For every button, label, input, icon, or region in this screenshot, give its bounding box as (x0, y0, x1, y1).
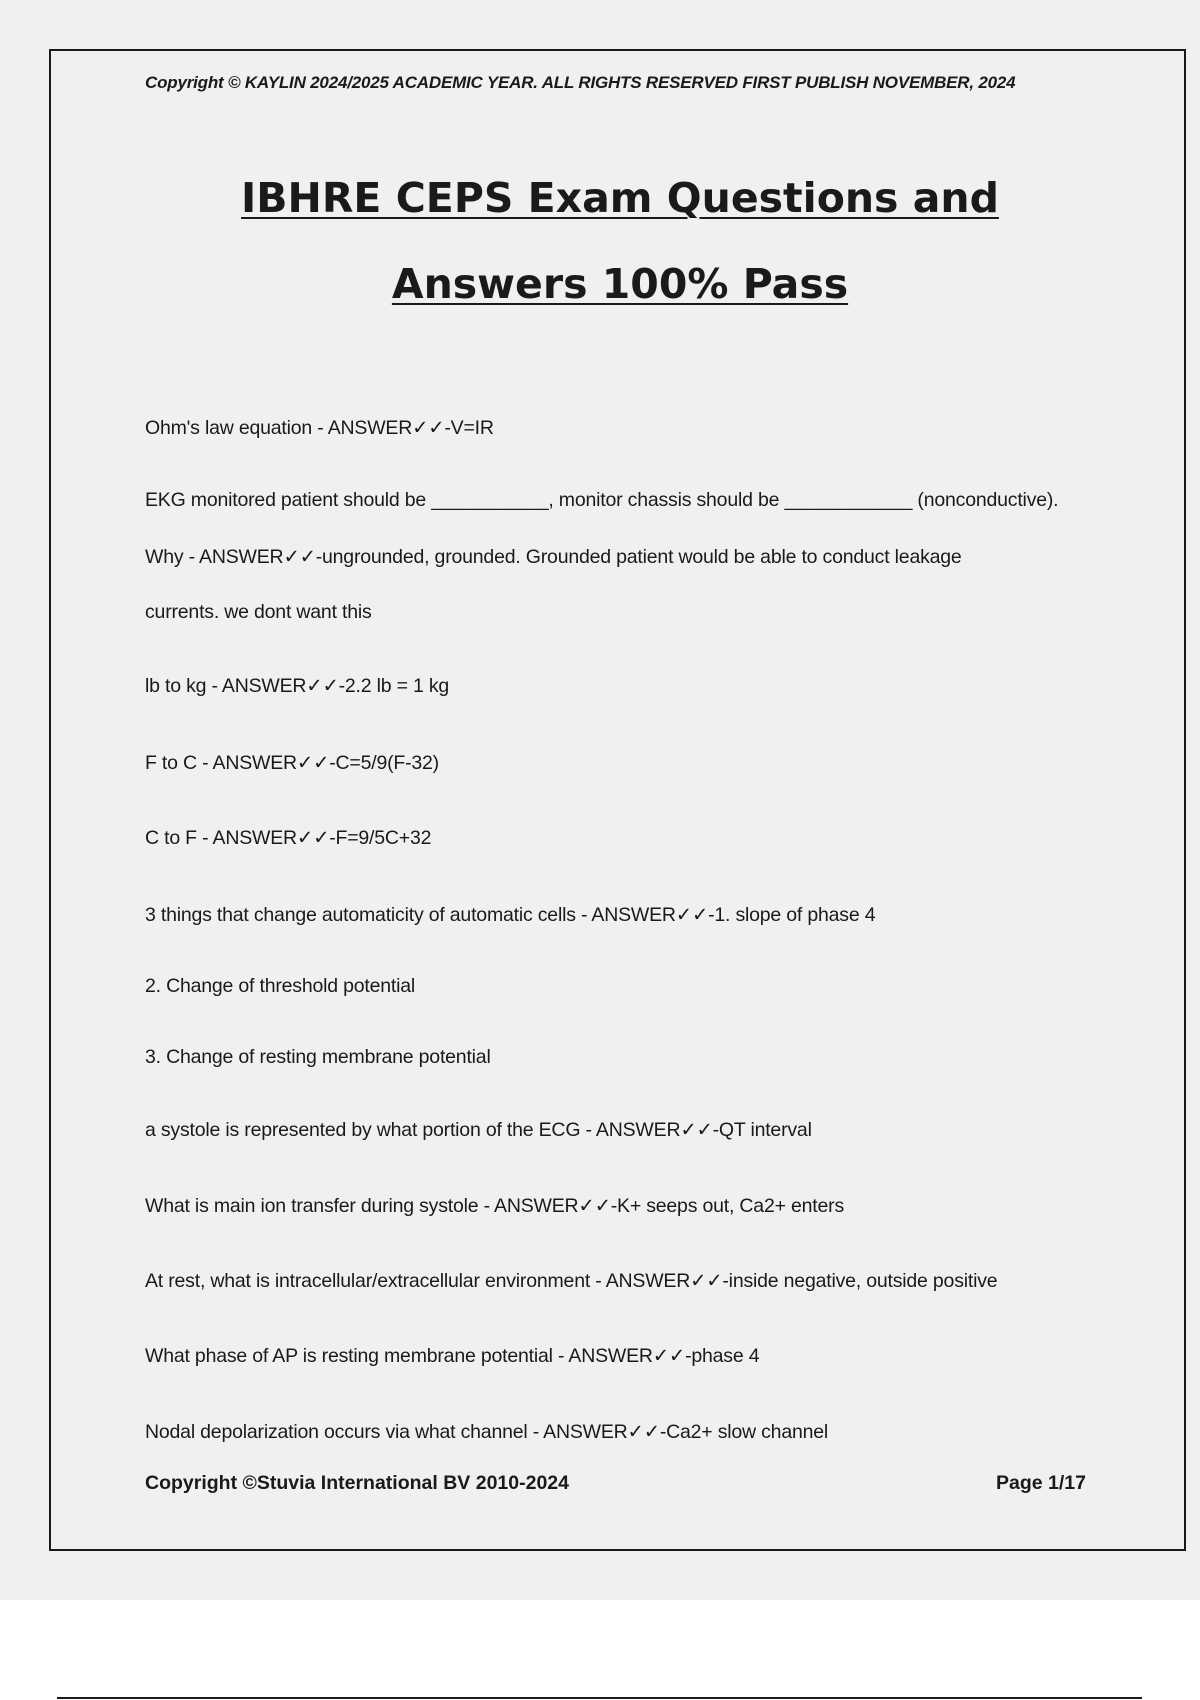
qa-line: Why - ANSWER✓✓-ungrounded, grounded. Grounded patient would be able to conduct leakage (145, 546, 962, 568)
qa-line: lb to kg - ANSWER✓✓-2.2 lb = 1 kg (145, 675, 450, 697)
page-number: Page 1/17 (996, 1472, 1086, 1494)
qa-line: What is main ion transfer during systole - ANSWER✓✓-K+ seeps out, Ca2+ enters (145, 1195, 844, 1217)
footer-copyright: Copyright ©Stuvia International BV 2010-2024 (145, 1472, 569, 1494)
document-title-line-2: Answers 100% Pass (391, 260, 849, 308)
header-copyright: Copyright © KAYLIN 2024/2025 ACADEMIC YEAR. ALL RIGHTS RESERVED FIRST PUBLISH NOVEMBER, 2024 (145, 73, 1016, 92)
qa-line: At rest, what is intracellular/extracellular environment - ANSWER✓✓-inside negative, outside positive (145, 1270, 998, 1292)
qa-line: Ohm's law equation - ANSWER✓✓-V=IR (145, 417, 494, 439)
qa-line: 3 things that change automaticity of automatic cells - ANSWER✓✓-1. slope of phase 4 (145, 904, 876, 926)
qa-line: Nodal depolarization occurs via what channel - ANSWER✓✓-Ca2+ slow channel (145, 1421, 829, 1443)
qa-line: 3. Change of resting membrane potential (145, 1046, 491, 1068)
qa-line: C to F - ANSWER✓✓-F=9/5C+32 (145, 827, 432, 849)
qa-line: a systole is represented by what portion of the ECG - ANSWER✓✓-QT interval (145, 1119, 812, 1141)
qa-line: currents. we dont want this (145, 601, 372, 623)
qa-line: F to C - ANSWER✓✓-C=5/9(F-32) (145, 752, 439, 774)
document-title-line-1: IBHRE CEPS Exam Questions and (241, 174, 999, 222)
qa-line: What phase of AP is resting membrane potential - ANSWER✓✓-phase 4 (145, 1345, 760, 1367)
qa-line: 2. Change of threshold potential (145, 975, 416, 997)
qa-line: EKG monitored patient should be ___________, monitor chassis should be ____________ (nonconductive). (145, 489, 1059, 511)
bottom-divider (57, 1697, 1142, 1699)
